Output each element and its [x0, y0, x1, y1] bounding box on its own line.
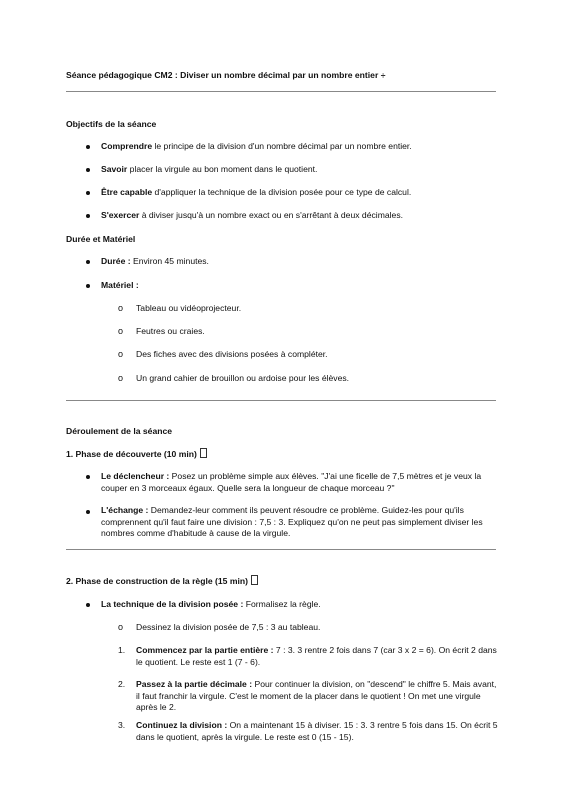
phase2-sub-item: Dessinez la division posée de 7,5 : 3 au tableau.: [136, 622, 321, 632]
bullet-icon: [86, 475, 90, 479]
section-heading-duree: Durée et Matériel: [66, 234, 136, 244]
bullet-icon: [86, 510, 90, 514]
bullet-icon: [86, 145, 90, 149]
materiel-sub-item: Des fiches avec des divisions posées à compléter.: [136, 349, 328, 359]
section-heading-objectifs: Objectifs de la séance: [66, 119, 157, 129]
step-number: 3.: [118, 720, 126, 730]
circle-bullet-icon: o: [118, 303, 124, 313]
materiel-sub-item: Tableau ou vidéoprojecteur.: [136, 303, 242, 313]
phase2-heading: 2. Phase de construction de la règle (15 min): [66, 575, 258, 588]
materiel-item: Matériel :: [101, 280, 139, 290]
bullet-icon: [86, 214, 90, 218]
bullet-icon: [86, 603, 90, 607]
divider: [66, 400, 496, 401]
materiel-sub-item: Un grand cahier de brouillon ou ardoise pour les élèves.: [136, 373, 350, 383]
step-item: Passez à la partie décimale : Pour continuer la division, on "descend" le chiffre 5. Mais avant, il faut franchir la virgule. C'est le moment de la placer dans le quotient ! On met une virgule après le 2.: [136, 679, 497, 712]
bullet-icon: [86, 168, 90, 172]
objectif-item: Comprendre le principe de la division d'un nombre décimal par un nombre entier.: [101, 141, 412, 151]
bullet-icon: [86, 191, 90, 195]
objectif-item: Savoir placer la virgule au bon moment dans le quotient.: [101, 164, 318, 174]
phase2-item: La technique de la division posée : Formalisez la règle.: [101, 599, 321, 609]
circle-bullet-icon: o: [118, 622, 124, 632]
objectif-item: Être capable d'appliquer la technique de la division posée pour ce type de calcul.: [101, 187, 412, 197]
phase1-item: Le déclencheur : Posez un problème simple aux élèves. "J'ai une ficelle de 7,5 mètres et je veux la couper en 3 morceaux égaux. Quelle sera la longueur de chaque morceau ?": [101, 471, 482, 493]
phase1-item: L'échange : Demandez-leur comment ils peuvent résoudre ce problème. Guidez-les pour qu'ils comprennent qu'il faut faire une division : 7,5 : 3. Expliquez qu'on ne peut pas simplement diviser les nombres comme d'habitude à cause de la virgule.: [101, 505, 483, 538]
step-number: 2.: [118, 679, 126, 689]
divider: [66, 91, 496, 92]
circle-bullet-icon: o: [118, 373, 124, 383]
step-item: Commencez par la partie entière : 7 : 3. 3 rentre 2 fois dans 7 (car 3 x 2 = 6). On écrit 2 dans le quotient. Le reste est 1 (7 - 6).: [136, 645, 497, 667]
placeholder-box-icon: [200, 448, 207, 458]
step-number: 1.: [118, 645, 126, 655]
divider: [66, 549, 496, 550]
circle-bullet-icon: o: [118, 326, 124, 336]
bullet-icon: [86, 260, 90, 264]
bullet-icon: [86, 284, 90, 288]
objectif-item: S'exercer à diviser jusqu'à un nombre exact ou en s'arrêtant à deux décimales.: [101, 210, 404, 220]
circle-bullet-icon: o: [118, 349, 124, 359]
materiel-sub-item: Feutres ou craies.: [136, 326, 205, 336]
phase1-heading: 1. Phase de découverte (10 min): [66, 448, 207, 461]
placeholder-box-icon: [251, 575, 258, 585]
section-heading-deroulement: Déroulement de la séance: [66, 426, 173, 436]
duree-item: Durée : Environ 45 minutes.: [101, 256, 209, 266]
page-title: Séance pédagogique CM2 : Diviser un nombre décimal par un nombre entier ÷: [66, 70, 386, 80]
step-item: Continuez la division : On a maintenant 15 à diviser. 15 : 3. 3 rentre 5 fois dans 15. On écrit 5 dans le quotient, après la virgule. Le reste est 0 (15 - 15).: [136, 720, 498, 742]
